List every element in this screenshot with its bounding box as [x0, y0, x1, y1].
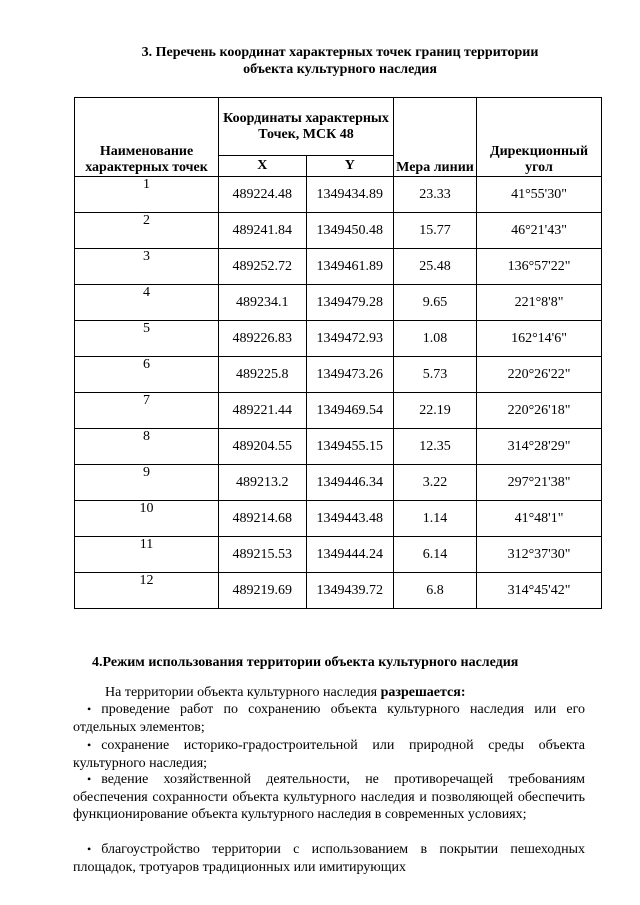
cell-point-name: 3	[75, 249, 219, 285]
cell-angle: 162°14'6"	[477, 321, 602, 357]
cell-length: 6.14	[394, 537, 477, 573]
cell-angle: 314°28'29"	[477, 429, 602, 465]
cell-length: 25.48	[394, 249, 477, 285]
table-row	[75, 213, 602, 249]
cell-x: 489224.48	[219, 177, 307, 213]
cell-point-name: 1	[75, 177, 219, 213]
cell-y: 1349461.89	[306, 249, 394, 285]
bullet-item	[73, 841, 585, 876]
bullet-item	[73, 701, 585, 736]
cell-point-name: 5	[75, 321, 219, 357]
bullet-text: ведение хозяйственной деятельности, не противоречащей требованиям обеспечения сохранности объекта культурного наследия и позволяющей обеспечить функционирование объекта культурного наследия в современных условиях;	[73, 772, 585, 822]
cell-y: 1349434.89	[306, 177, 394, 213]
cell-point-name: 7	[75, 393, 219, 429]
cell-angle: 220°26'22"	[477, 357, 602, 393]
table-row	[75, 249, 602, 285]
cell-y: 1349473.26	[306, 357, 394, 393]
cell-y: 1349450.48	[306, 213, 394, 249]
table-row	[75, 177, 602, 213]
cell-length: 9.65	[394, 285, 477, 321]
cell-x: 489215.53	[219, 537, 307, 573]
cell-length: 6.8	[394, 573, 477, 609]
cell-x: 489234.1	[219, 285, 307, 321]
cell-point-name: 2	[75, 213, 219, 249]
cell-x: 489241.84	[219, 213, 307, 249]
cell-x: 489214.68	[219, 501, 307, 537]
bullet-icon: •	[87, 842, 92, 856]
bullet-icon: •	[87, 738, 92, 752]
table-row	[75, 537, 602, 573]
cell-angle: 220°26'18"	[477, 393, 602, 429]
cell-point-name: 10	[75, 501, 219, 537]
cell-point-name: 11	[75, 537, 219, 573]
cell-angle: 41°48'1"	[477, 501, 602, 537]
header-y: Y	[306, 156, 394, 177]
cell-y: 1349439.72	[306, 573, 394, 609]
bullet-text: проведение работ по сохранению объекта культурного наследия или его отдельных элементов;	[73, 702, 585, 735]
cell-angle: 312°37'30"	[477, 537, 602, 573]
bullet-text: сохранение историко-градостроительной или природной среды объекта культурного наследия;	[73, 738, 585, 771]
cell-angle: 314°45'42"	[477, 573, 602, 609]
cell-y: 1349479.28	[306, 285, 394, 321]
section-3-title-line-2: объекта культурного наследия	[243, 62, 437, 77]
table-row	[75, 573, 602, 609]
cell-y: 1349443.48	[306, 501, 394, 537]
cell-y: 1349455.15	[306, 429, 394, 465]
bullet-text: благоустройство территории с использованием в покрытии пешеходных площадок, тротуаров традиционных или имитирующих	[73, 842, 585, 875]
cell-point-name: 8	[75, 429, 219, 465]
bullet-icon: •	[87, 772, 92, 786]
cell-y: 1349444.24	[306, 537, 394, 573]
cell-y: 1349472.93	[306, 321, 394, 357]
table-row	[75, 285, 602, 321]
cell-length: 23.33	[394, 177, 477, 213]
cell-y: 1349446.34	[306, 465, 394, 501]
cell-angle: 297°21'38"	[477, 465, 602, 501]
cell-x: 489226.83	[219, 321, 307, 357]
cell-x: 489252.72	[219, 249, 307, 285]
cell-length: 3.22	[394, 465, 477, 501]
table-row	[75, 429, 602, 465]
cell-length: 1.14	[394, 501, 477, 537]
cell-x: 489204.55	[219, 429, 307, 465]
bullet-item	[73, 737, 585, 772]
cell-x: 489221.44	[219, 393, 307, 429]
cell-y: 1349469.54	[306, 393, 394, 429]
table-row	[75, 357, 602, 393]
cell-angle: 136°57'22"	[477, 249, 602, 285]
cell-length: 15.77	[394, 213, 477, 249]
header-coordinates: Координаты характерных Точек, МСК 48	[219, 98, 394, 156]
intro-text: На территории объекта культурного наследия	[105, 685, 381, 700]
cell-x: 489213.2	[219, 465, 307, 501]
cell-point-name: 12	[75, 573, 219, 609]
table-row	[75, 465, 602, 501]
header-direction-angle: Дирекционный угол	[477, 98, 602, 177]
bullet-item	[73, 771, 585, 824]
table-row	[75, 321, 602, 357]
section-4-title: 4.Режим использования территории объекта культурного наследия	[92, 655, 519, 670]
table-row	[75, 393, 602, 429]
cell-x: 489219.69	[219, 573, 307, 609]
cell-point-name: 4	[75, 285, 219, 321]
cell-length: 22.19	[394, 393, 477, 429]
table-row	[75, 501, 602, 537]
bullet-icon: •	[87, 702, 92, 716]
cell-length: 5.73	[394, 357, 477, 393]
header-line-length: Мера линии	[394, 98, 477, 177]
cell-angle: 221°8'8"	[477, 285, 602, 321]
cell-point-name: 9	[75, 465, 219, 501]
cell-point-name: 6	[75, 357, 219, 393]
cell-angle: 46°21'43"	[477, 213, 602, 249]
coordinates-table	[74, 97, 602, 609]
header-x: X	[219, 156, 307, 177]
cell-angle: 41°55'30"	[477, 177, 602, 213]
section-3-title-line-1: 3. Перечень координат характерных точек границ территории	[141, 45, 539, 60]
section-3-title	[60, 44, 620, 78]
header-point-name: Наименование характерных точек	[75, 98, 219, 177]
cell-length: 1.08	[394, 321, 477, 357]
intro-emphasis: разрешается:	[380, 685, 466, 700]
intro-paragraph	[73, 684, 585, 702]
cell-x: 489225.8	[219, 357, 307, 393]
cell-length: 12.35	[394, 429, 477, 465]
